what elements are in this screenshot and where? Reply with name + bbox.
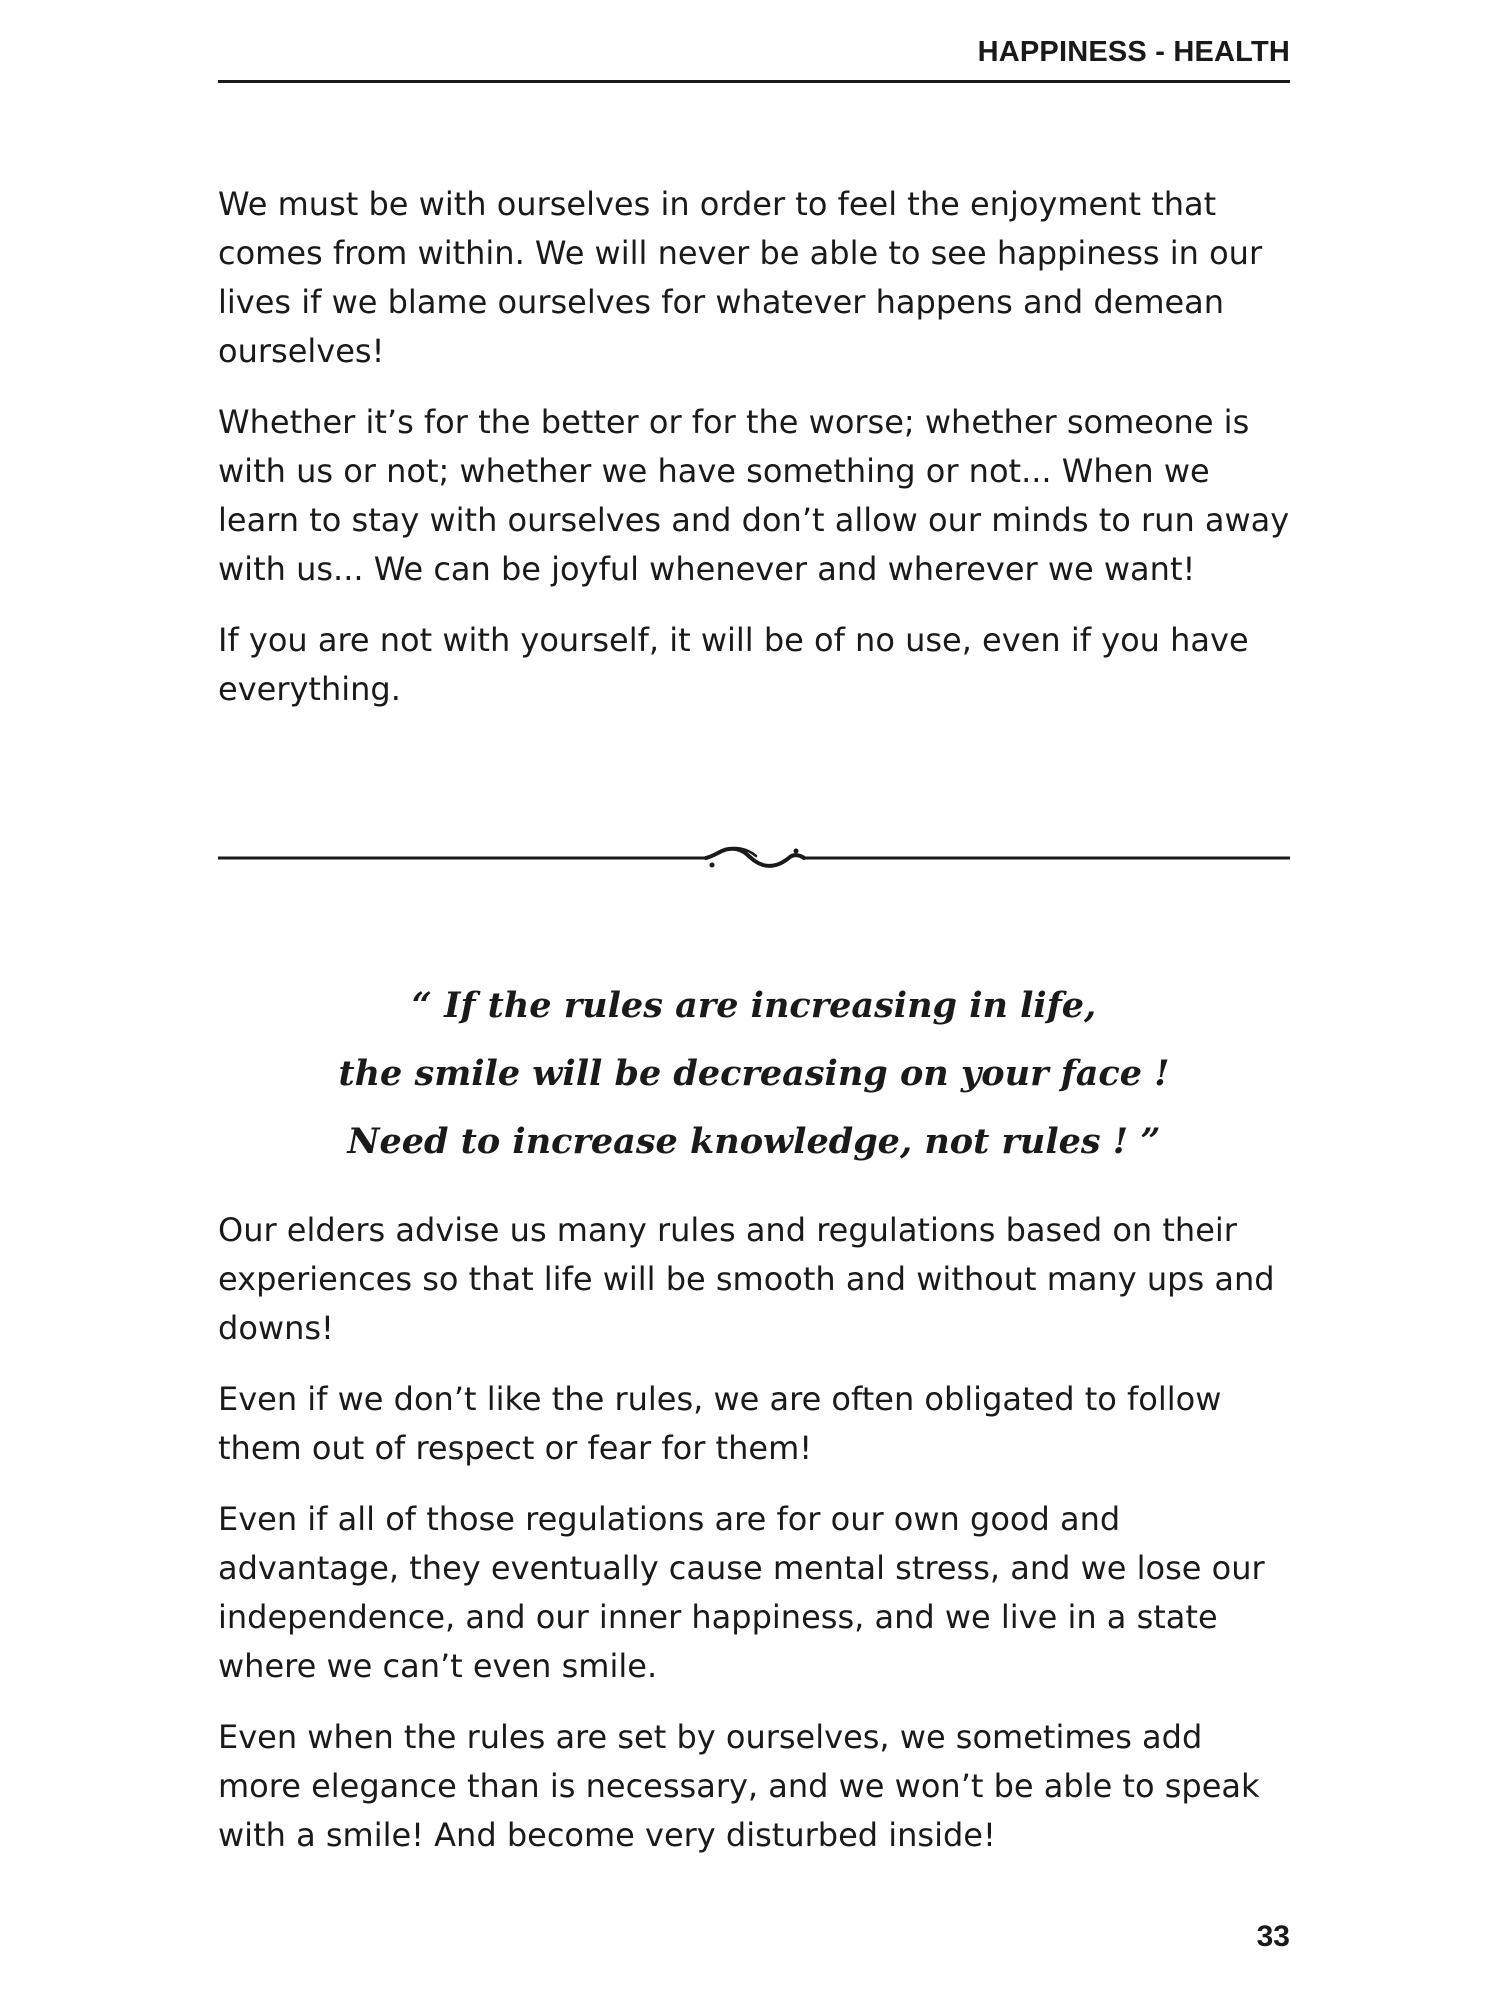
paragraph: Our elders advise us many rules and regulations based on their experiences so that life will be smooth and without many ups and downs! — [218, 1211, 1275, 1347]
pull-quote — [218, 972, 1290, 1176]
quote-line: Need to increase knowledge, not rules ! ” — [347, 1121, 1161, 1162]
section-2-body — [218, 1206, 1290, 1882]
section-divider-ornament — [218, 843, 1290, 873]
quote-line: the smile will be decreasing on your face ! — [338, 1053, 1170, 1094]
paragraph: Whether it’s for the better or for the worse; whether someone is with us or not; whether we have something or not... When we learn to stay with ourselves and don’t allow our minds to run away with us... We can be joyful whenever and wherever we want! — [218, 403, 1290, 588]
paragraph: Even when the rules are set by ourselves, we sometimes add more elegance than is necessary, and we won’t be able to speak with a smile! And become very disturbed inside! — [218, 1718, 1260, 1854]
running-header-title: HAPPINESS - HEALTH — [977, 36, 1290, 68]
paragraph: Even if all of those regulations are for our own good and advantage, they eventually cause mental stress, and we lose our independence, and our inner happiness, and we live in a state where we can’t even smile. — [218, 1500, 1265, 1685]
quote-line: “ If the rules are increasing in life, — [411, 985, 1097, 1026]
paragraph: We must be with ourselves in order to feel the enjoyment that comes from within. We will never be able to see happiness in our lives if we blame ourselves for whatever happens and demean ourselves! — [218, 185, 1263, 370]
section-1-body — [218, 180, 1290, 736]
paragraph: If you are not with yourself, it will be of no use, even if you have everything. — [218, 621, 1249, 708]
header-rule — [218, 80, 1290, 83]
page-number: 33 — [1256, 1920, 1290, 1953]
paragraph: Even if we don’t like the rules, we are often obligated to follow them out of respect or fear for them! — [218, 1380, 1222, 1467]
